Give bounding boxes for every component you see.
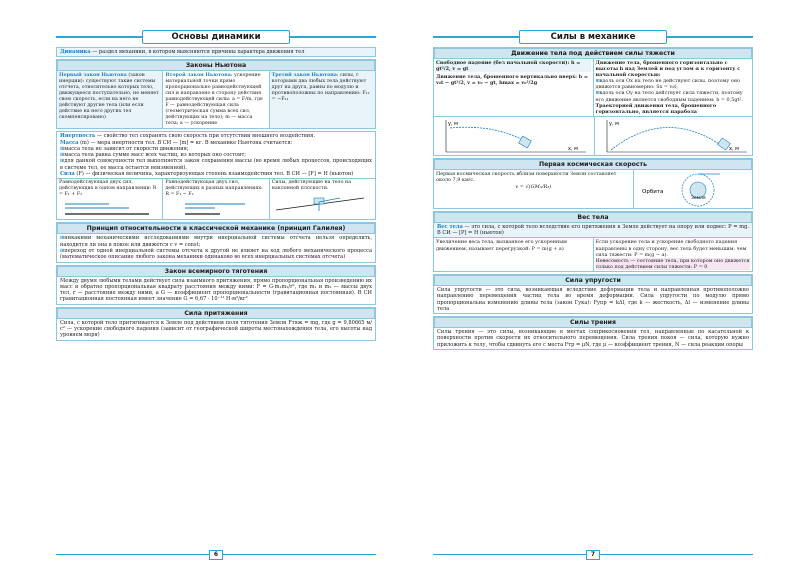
projectile-diagram (595, 117, 755, 155)
horizontal-throw: Движение тела, брошенного горизонтально с высоты h над Землей и под углом α к горизонту с начальной скоростью: (595, 60, 741, 79)
gravitation-section (56, 265, 376, 305)
weight-title: Вес тела (434, 212, 752, 223)
dynamics-term: Динамика (60, 49, 91, 55)
axis-x-label: x, м (568, 145, 578, 152)
elastic-section (433, 274, 753, 314)
weightlessness: Невесомость — состояние тела, при котором оно движется только под действием силы тяжести: P = 0 (595, 257, 750, 270)
right-banner-title: Силы в механике (519, 30, 667, 44)
force-opposite-direction: Равнодействующая двух сил, действующих в разных направлениях: R = F₁ − F₂ (163, 179, 269, 219)
right-banner (433, 30, 753, 44)
left-page-number: 6 (56, 550, 376, 560)
free-fall: Свободное падение (без начальной скорости): h = gt²/2, v = gt (436, 60, 591, 72)
vertical-throw-diagram (434, 117, 595, 155)
force-vectors-diagram (165, 198, 261, 218)
cosmic-section (433, 158, 753, 209)
svg-text:y, м: y, м (609, 120, 619, 127)
newton-law-2: Второй закон Ньютона: ускорение материальной точки прямо пропорционально равнодействующей сил и направлено в сторону действия равнодействующей силы: a = F/m, где F — равнодействующая сила (геометрическая сумма всех сил, действующих на тело); m — масса тела; a — ускорение (163, 71, 269, 128)
inertia-section: Инертность — свойство тел сохранять свою скорость при отсутствии внешнего воздействия. Масса (m) — мера инертности тел. В СИ — [m] = кг. В механике Ньютона считается: ⊞ масса тела не зависит от скорости движения; ⊞ масса тела равна сумме масс всех частиц, из которых оно состоит; ⊞ для данной совокупности тел выполняется закон сохранения массы (во время любых процессов, происходящих в системе тел, ее масса остается неизменной). Сила (F) — физическая величина, характеризующая степень взаимодействия тел. В СИ — [F] = Н (ньютон) Равнодействующая двух сил, действующих в одном направлении: R = F₁ + F₂ Равнодействующая двух сил, действующих в разных направлениях: R = F₁ − F₂ Силы, действующие на тело на наклонной плоскости. (56, 131, 376, 220)
force-vectors-diagram (59, 198, 155, 218)
newton-law-3: Третий закон Ньютона: силы, с которыми два любых тела действуют друг на друга, равны по модулю и противоположны по направлению: F₁₂ = −F₂₁ (270, 71, 375, 128)
trajectory-note: Траекторией движения тела, брошенного горизонтально, является парабола (595, 102, 717, 115)
force-same-direction: Равнодействующая двух сил, действующих в одном направлении: R = F₁ + F₂ (57, 179, 163, 219)
gravity-motion-section: Движение тела под действием силы тяжести Свободное падение (без начальной скорости): h = gt²/2, v = gt Движение тела, брошенного вертикально вверх: h = v₀t − gt²/2, v = v₀ − gt, hmax = v₀²/2g Движение тела, брошенного горизонтально с высоты h над Землей и под углом α к горизонту с начальной скоростью: ⊞ вдоль оси Ox на тело не действуют силы, поэтому оно движется равномерно: Sx = v₀t; ⊞ вдоль оси Oy на тело действует сила тяжести, поэтому его движение является свободным падением: h = 0,5gt². Траекторией движения тела, брошенного горизонтально, является парабола y, м x, м y, м x, м (433, 47, 753, 156)
relativity-title: Принцип относительности в классической механике (принцип Галилея) (57, 223, 375, 234)
mass-bullet: ⊞ для данной совокупности тел выполняется закон сохранения массы (во время любых процессов, происходящих в системе тел, ее масса остается неизменной). (60, 158, 372, 171)
friction-section (433, 316, 753, 350)
left-banner (56, 30, 376, 44)
gravitation-title: Закон всемирного тяготения (57, 266, 375, 277)
intro-section (56, 47, 376, 57)
orbit-label: Орбита (641, 188, 663, 195)
inclined-plane-diagram (272, 192, 368, 212)
vertical-throw: Движение тела, брошенного вертикально вверх: h = v₀t − gt²/2, v = v₀ − gt, hmax = v₀²/2g (436, 74, 589, 87)
force-inclined-plane: Силы, действующие на тело на наклонной плоскости. (270, 179, 375, 219)
friction-title: Силы трения (434, 317, 752, 328)
attraction-text: Сила, с которой тело притягивается к Земле под действием поля тяготения Земли Fтяж = mg, где g = 9,80665 м/с² — ускорение свободного падения (зависит от географической широты местонахождения тела, его высоты над уровнем моря) (60, 319, 372, 339)
left-page (56, 30, 376, 558)
axis-y-label: y, м (448, 120, 458, 127)
cosmic-formula: v = √(GM₃/R₃) (515, 184, 552, 191)
attraction-section (56, 307, 376, 341)
left-banner-title: Основы динамики (142, 30, 290, 44)
mass-bullet: ⊞ масса тела не зависит от скорости движения; (60, 146, 372, 152)
cosmic-title: Первая космическая скорость (434, 159, 752, 170)
gravity-motion-title: Движение тела под действием силы тяжести (434, 48, 752, 59)
attraction-title: Сила притяжения (57, 308, 375, 319)
newton-title: Законы Ньютона (57, 60, 375, 71)
friction-text: Силы трения — это силы, возникающие в местах соприкосновения тел, направленные по касательной к поверхности против скорости их относительного перемещения. Сила трения покоя — сила, которую нужно приложить к телу, чтобы сдвинуть его с места Fтр = μN, где μ — коэффициент трения, N — сила реакции опоры (437, 329, 749, 348)
cosmic-text: Первая космическая скорость вблизи поверхности Земли составляет около 7,9 км/с. (436, 170, 617, 183)
dynamics-def: — раздел механики, в котором выясняются причины характера движения тел (90, 49, 305, 55)
gravitation-text: Между двумя любыми телами действует сила взаимного притяжения, прямо пропорциональная произведению их масс и обратно пропорциональная квадрату расстояния между ними: F = G·m₁m₂/r², где m₁ и m₂ — массы двух тел, r — расстояние между ними, а G — коэффициент пропорциональности (гравитационная постоянная). В СИ гравитационная постоянная имеет значение G = 6,67 · 10⁻¹¹ Н·м²/кг² (60, 277, 372, 303)
weight-decrease: Если ускорение тела и ускорение свободного падения направлены в одну сторону, вес тела будет меньшим, чем сила тяжести: P = m(g − a). (595, 239, 747, 258)
weight-section: Вес тела Вес тела — это сила, с которой тело вследствие его притяжения к Земле действует на опору или подвес: P = mg. В СИ — [P] = Н (ньютон) Увеличение веса тела, вызванное его ускоренным движением, называют перегрузкой: P = m(g + a) Если ускорение тела и ускорение свободного падения направлены в одну сторону, вес тела будет меньшим, чем сила тяжести: P = m(g − a). Невесомость — состояние тела, при котором оно движется только под действием силы тяжести: P = 0 (433, 211, 753, 272)
newton-section (56, 59, 376, 129)
svg-text:x, м: x, м (729, 145, 739, 152)
weight-increase: Увеличение веса тела, вызванное его ускоренным движением, называют перегрузкой: P = m(g + a) (434, 238, 594, 270)
elastic-title: Сила упругости (434, 275, 752, 286)
earth-label: Земля (690, 195, 706, 201)
newton-law-1: Первый закон Ньютона (закон инерции): существуют такие системы отсчета, относительно которых тело, движущееся поступательно, не меняет свою скорость, если на него не действуют другие тела (или если действие на него других тел скомпенсировано) (57, 71, 163, 128)
right-page-number: 7 (433, 550, 753, 560)
relativity-section: Принцип относительности в классической механике (принцип Галилея) ⊞ никакими механическими исследованиями внутри инерциальной системы отсчета нельзя определить, находится ли она в покое или движется с v = const; ⊞ переход от одной инерциальной системы отсчета к другой не влияет на ход любого механического процесса (математическое описание любого закона механики одинаково во всех инерциальных системах отсчета) (56, 222, 376, 262)
right-page (433, 30, 753, 558)
mass-bullet: ⊞ масса тела равна сумме масс всех частиц, из которых оно состоит; (60, 152, 372, 158)
orbit-diagram (634, 170, 752, 208)
elastic-text: Сила упругости — это сила, возникающая вследствие деформации тела и направленная противоположно направлению перемещения частиц тела во время деформации. Сила упругости по модулю прямо пропорциональна изменению длины тела (закон Гука): Fупр = kΔl, где k — жесткость, Δl — изменение длины тела (437, 286, 749, 312)
